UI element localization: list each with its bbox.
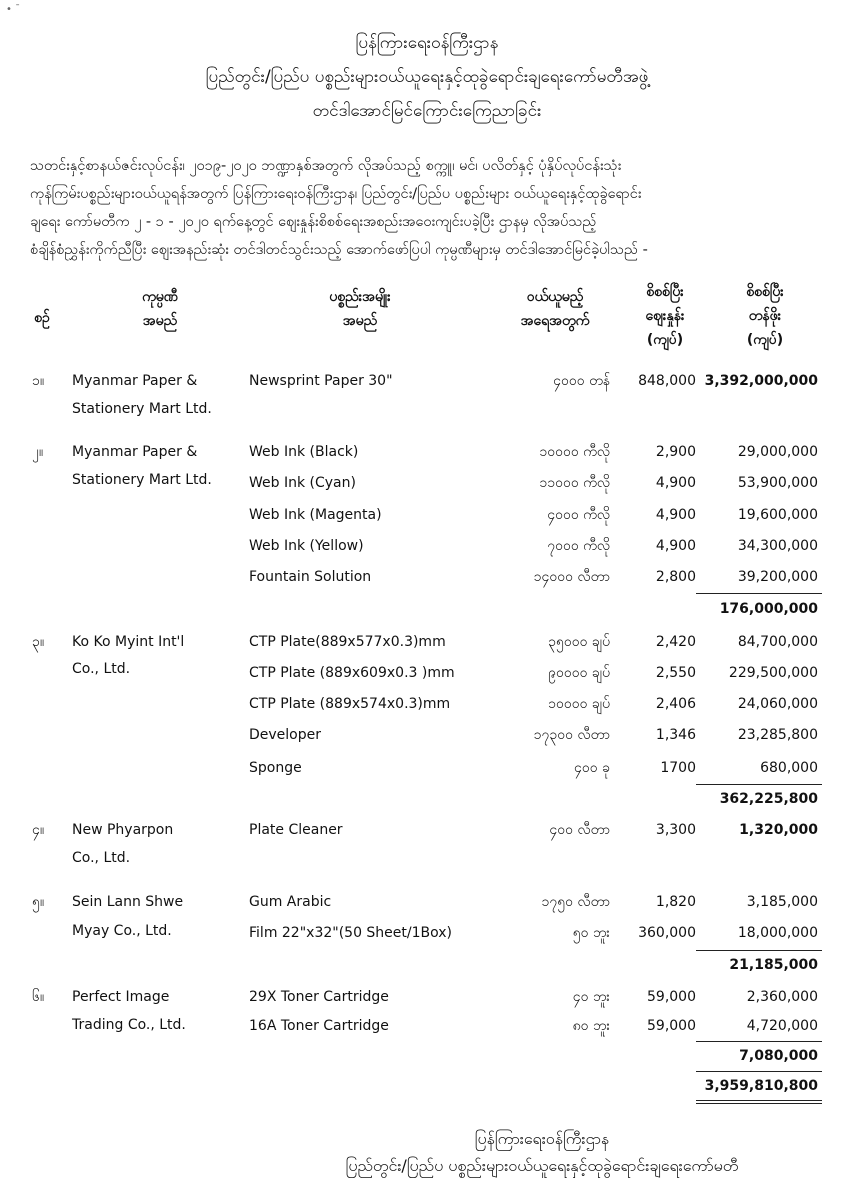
item-name: Plate Cleaner: [249, 822, 343, 838]
item-name: Newsprint Paper 30": [249, 373, 393, 389]
item-qty: ၇၀၀၀ ကီလို: [547, 538, 610, 554]
grand-total: 3,959,810,800: [704, 1078, 818, 1094]
item-qty: ၈၀ ဘူး: [572, 1018, 610, 1034]
item-value: 19,600,000: [737, 507, 818, 523]
item-value: 24,060,000: [737, 696, 818, 712]
header-ministry: ပြန်ကြားရေးဝန်ကြီးဌာန: [355, 33, 499, 53]
item-price: 59,000: [647, 1018, 696, 1034]
row-no: ၁။: [32, 373, 45, 389]
item-name: Sponge: [249, 760, 302, 776]
item-qty: ၁၇၃၀၀ လီတာ: [533, 727, 610, 743]
item-price: 848,000: [638, 373, 696, 389]
header-price-line: (ကျပ်): [646, 332, 684, 348]
item-price: 2,406: [655, 696, 696, 712]
item-value: 18,000,000: [737, 925, 818, 941]
header-qty: [490, 285, 620, 333]
subtotal-rule: [696, 593, 822, 594]
row-no: ၄။: [32, 822, 45, 838]
total-double-rule: [696, 1100, 822, 1101]
item-qty: ၄၀၀၀ ကီလို: [547, 507, 610, 523]
item-name: CTP Plate (889x574x0.3)mm: [249, 696, 451, 712]
company-name: Ko Ko Myint Int'l: [72, 634, 185, 650]
subtotal-value: 7,080,000: [739, 1048, 818, 1064]
item-price: 3,300: [655, 822, 696, 838]
subtotal-value: 176,000,000: [719, 601, 818, 617]
row-no: ၆။: [32, 989, 45, 1005]
header-value-line: တန်ဖိုး: [748, 308, 782, 324]
item-qty: ၁၁၀၀၀ ကီလို: [539, 475, 610, 491]
item-price: 2,800: [655, 569, 696, 585]
company-name: Co., Ltd.: [72, 661, 131, 677]
item-price: 2,420: [655, 634, 696, 650]
header-price: [625, 280, 705, 352]
intro-line: ချရေး ကော်မတီက ၂ - ၁ - ၂၀၂၀ ရက်နေ့တွင် ဈေးနှုန်းစိစစ်ရေးအစည်းအဝေးကျင်းပခဲ့ပြီး ဌာနမှ လိုအပ်သည့်: [30, 214, 597, 230]
item-price: 4,900: [655, 538, 696, 554]
company-name: New Phyarpon: [72, 822, 174, 838]
item-name: Web Ink (Magenta): [249, 507, 382, 523]
item-price: 59,000: [647, 989, 696, 1005]
item-qty: ၄၀၀ လီတာ: [549, 822, 610, 838]
company-name: Stationery Mart Ltd.: [72, 472, 212, 488]
row-no: ၅။: [32, 894, 45, 910]
company-name: Stationery Mart Ltd.: [72, 401, 212, 417]
item-value: 29,000,000: [737, 444, 818, 460]
header-qty-line: ဝယ်ယူမည့်: [526, 289, 584, 305]
item-name: 16A Toner Cartridge: [249, 1018, 389, 1034]
total-double-rule: [696, 1103, 822, 1104]
subtotal-rule: [696, 1041, 822, 1042]
item-price: 4,900: [655, 507, 696, 523]
item-qty: ၅၀ ဘူး: [572, 925, 610, 941]
item-qty: ၃၅၀၀၀ ချပ်: [548, 634, 610, 650]
item-price: 2,550: [655, 665, 696, 681]
item-name: Web Ink (Yellow): [249, 538, 364, 554]
item-qty: ၁၀၀၀၀ ကီလို: [539, 444, 610, 460]
item-qty: ၁၀၀၀၀ ချပ်: [548, 696, 610, 712]
item-value: 680,000: [760, 760, 818, 776]
company-name: Perfect Image: [72, 989, 170, 1005]
header-value-line: စိစစ်ပြီး: [746, 284, 784, 300]
item-value: 34,300,000: [737, 538, 818, 554]
item-value: 2,360,000: [746, 989, 818, 1005]
item-price: 360,000: [638, 925, 696, 941]
item-name: Gum Arabic: [249, 894, 332, 910]
item-price: 1,346: [655, 727, 696, 743]
item-qty: ၄၀၀၀ တန်: [553, 373, 610, 389]
item-price: 4,900: [655, 475, 696, 491]
item-value: 3,392,000,000: [704, 373, 818, 389]
header-price-line: ဈေးနှုန်း: [645, 308, 685, 324]
item-qty: ၁၇၅၀ လီတာ: [541, 894, 610, 910]
item-name: Film 22"x32"(50 Sheet/1Box): [249, 925, 453, 941]
header-value: [715, 280, 815, 352]
header-no: စဉ်: [34, 310, 50, 326]
item-qty: ၄၀ ဘူး: [572, 989, 610, 1005]
item-name: Fountain Solution: [249, 569, 372, 585]
item-value: 4,720,000: [746, 1018, 818, 1034]
scan-mark: • ˉ: [6, 4, 21, 15]
total-rule: [696, 1071, 822, 1072]
header-title: တင်ဒါအောင်မြင်ကြောင်းကြေညာခြင်း: [312, 101, 542, 121]
intro-line: ကုန်ကြမ်းပစ္စည်းများဝယ်ယူရန်အတွက် ပြန်ကြားရေးဝန်ကြီးဌာန၊ ပြည်တွင်း/ပြည်ပ ပစ္စည်းများ ဝယ်ယူရေးနှင့်ထုခွဲရောင်း: [30, 186, 642, 202]
item-name: CTP Plate(889x577x0.3)mm: [249, 634, 446, 650]
header-committee: ပြည်တွင်း/ပြည်ပ ပစ္စည်းများဝယ်ယူရေးနှင့်ထုခွဲရောင်းချရေးကော်မတီအဖွဲ့: [205, 67, 649, 87]
header-qty-line: အရေအတွက်: [520, 313, 590, 329]
item-qty: ၄၀၀ ခု: [574, 760, 610, 776]
footer-committee: ပြည်တွင်း/ပြည်ပ ပစ္စည်းများဝယ်ယူရေးနှင့်ထုခွဲရောင်းချရေးကော်မတီ: [345, 1156, 739, 1175]
item-value: 229,500,000: [728, 665, 818, 681]
item-qty: ၉၀၀၀၀ ချပ်: [548, 665, 610, 681]
item-value: 3,185,000: [746, 894, 818, 910]
item-price: 1,820: [655, 894, 696, 910]
item-name: Web Ink (Cyan): [249, 475, 356, 491]
company-name: Sein Lann Shwe: [72, 894, 184, 910]
item-value: 84,700,000: [737, 634, 818, 650]
item-price: 2,900: [655, 444, 696, 460]
item-value: 23,285,800: [737, 727, 818, 743]
intro-line: သတင်းနှင့်စာနယ်ဇင်းလုပ်ငန်း၊ ၂၀၁၉-၂၀၂၀ ဘဏ္ဍာနှစ်အတွက် လိုအပ်သည့် စက္ကူ၊ မင်၊ ပလိတ်နှင့် ပုံနှိပ်လုပ်ငန်းသုံး: [30, 158, 622, 174]
item-value: 1,320,000: [739, 822, 818, 838]
item-value: 39,200,000: [737, 569, 818, 585]
company-name: Myay Co., Ltd.: [72, 923, 172, 939]
header-price-line: စိစစ်ပြီး: [646, 284, 684, 300]
subtotal-value: 362,225,800: [719, 791, 818, 807]
header-company-line: အမည်: [142, 313, 178, 329]
item-name: CTP Plate (889x609x0.3 )mm: [249, 665, 455, 681]
item-qty: ၁၄၀၀၀ လီတာ: [533, 569, 610, 585]
header-company: [100, 285, 220, 333]
row-no: ၂။: [32, 444, 44, 460]
header-item-line: ပစ္စည်းအမျိုး: [329, 289, 391, 305]
company-name: Myanmar Paper &: [72, 444, 198, 460]
item-value: 53,900,000: [737, 475, 818, 491]
item-name: Web Ink (Black): [249, 444, 359, 460]
company-name: Myanmar Paper &: [72, 373, 198, 389]
intro-line: စံချိန်စံညွှန်းကိုက်ညီပြီး ဈေးအနည်းဆုံး တင်ဒါတင်သွင်းသည့် အောက်ဖော်ပြပါ ကုမ္ပဏီများမှ တင်ဒါအောင်မြင်ခဲ့ပါသည် -: [30, 242, 648, 258]
header-value-line: (ကျပ်): [746, 332, 784, 348]
header-item-line: အမည်: [342, 313, 378, 329]
subtotal-value: 21,185,000: [729, 957, 818, 973]
subtotal-rule: [696, 784, 822, 785]
company-name: Co., Ltd.: [72, 850, 131, 866]
item-price: 1700: [660, 760, 696, 776]
subtotal-rule: [696, 950, 822, 951]
header-company-line: ကုမ္ပဏီ: [142, 289, 178, 305]
company-name: Trading Co., Ltd.: [72, 1017, 186, 1033]
footer-ministry: ပြန်ကြားရေးဝန်ကြီးဌာန: [474, 1129, 610, 1148]
row-no: ၃။: [32, 634, 45, 650]
item-name: 29X Toner Cartridge: [249, 989, 389, 1005]
item-name: Developer: [249, 727, 322, 743]
intro-paragraph: [30, 152, 830, 264]
header-item: [280, 285, 440, 333]
